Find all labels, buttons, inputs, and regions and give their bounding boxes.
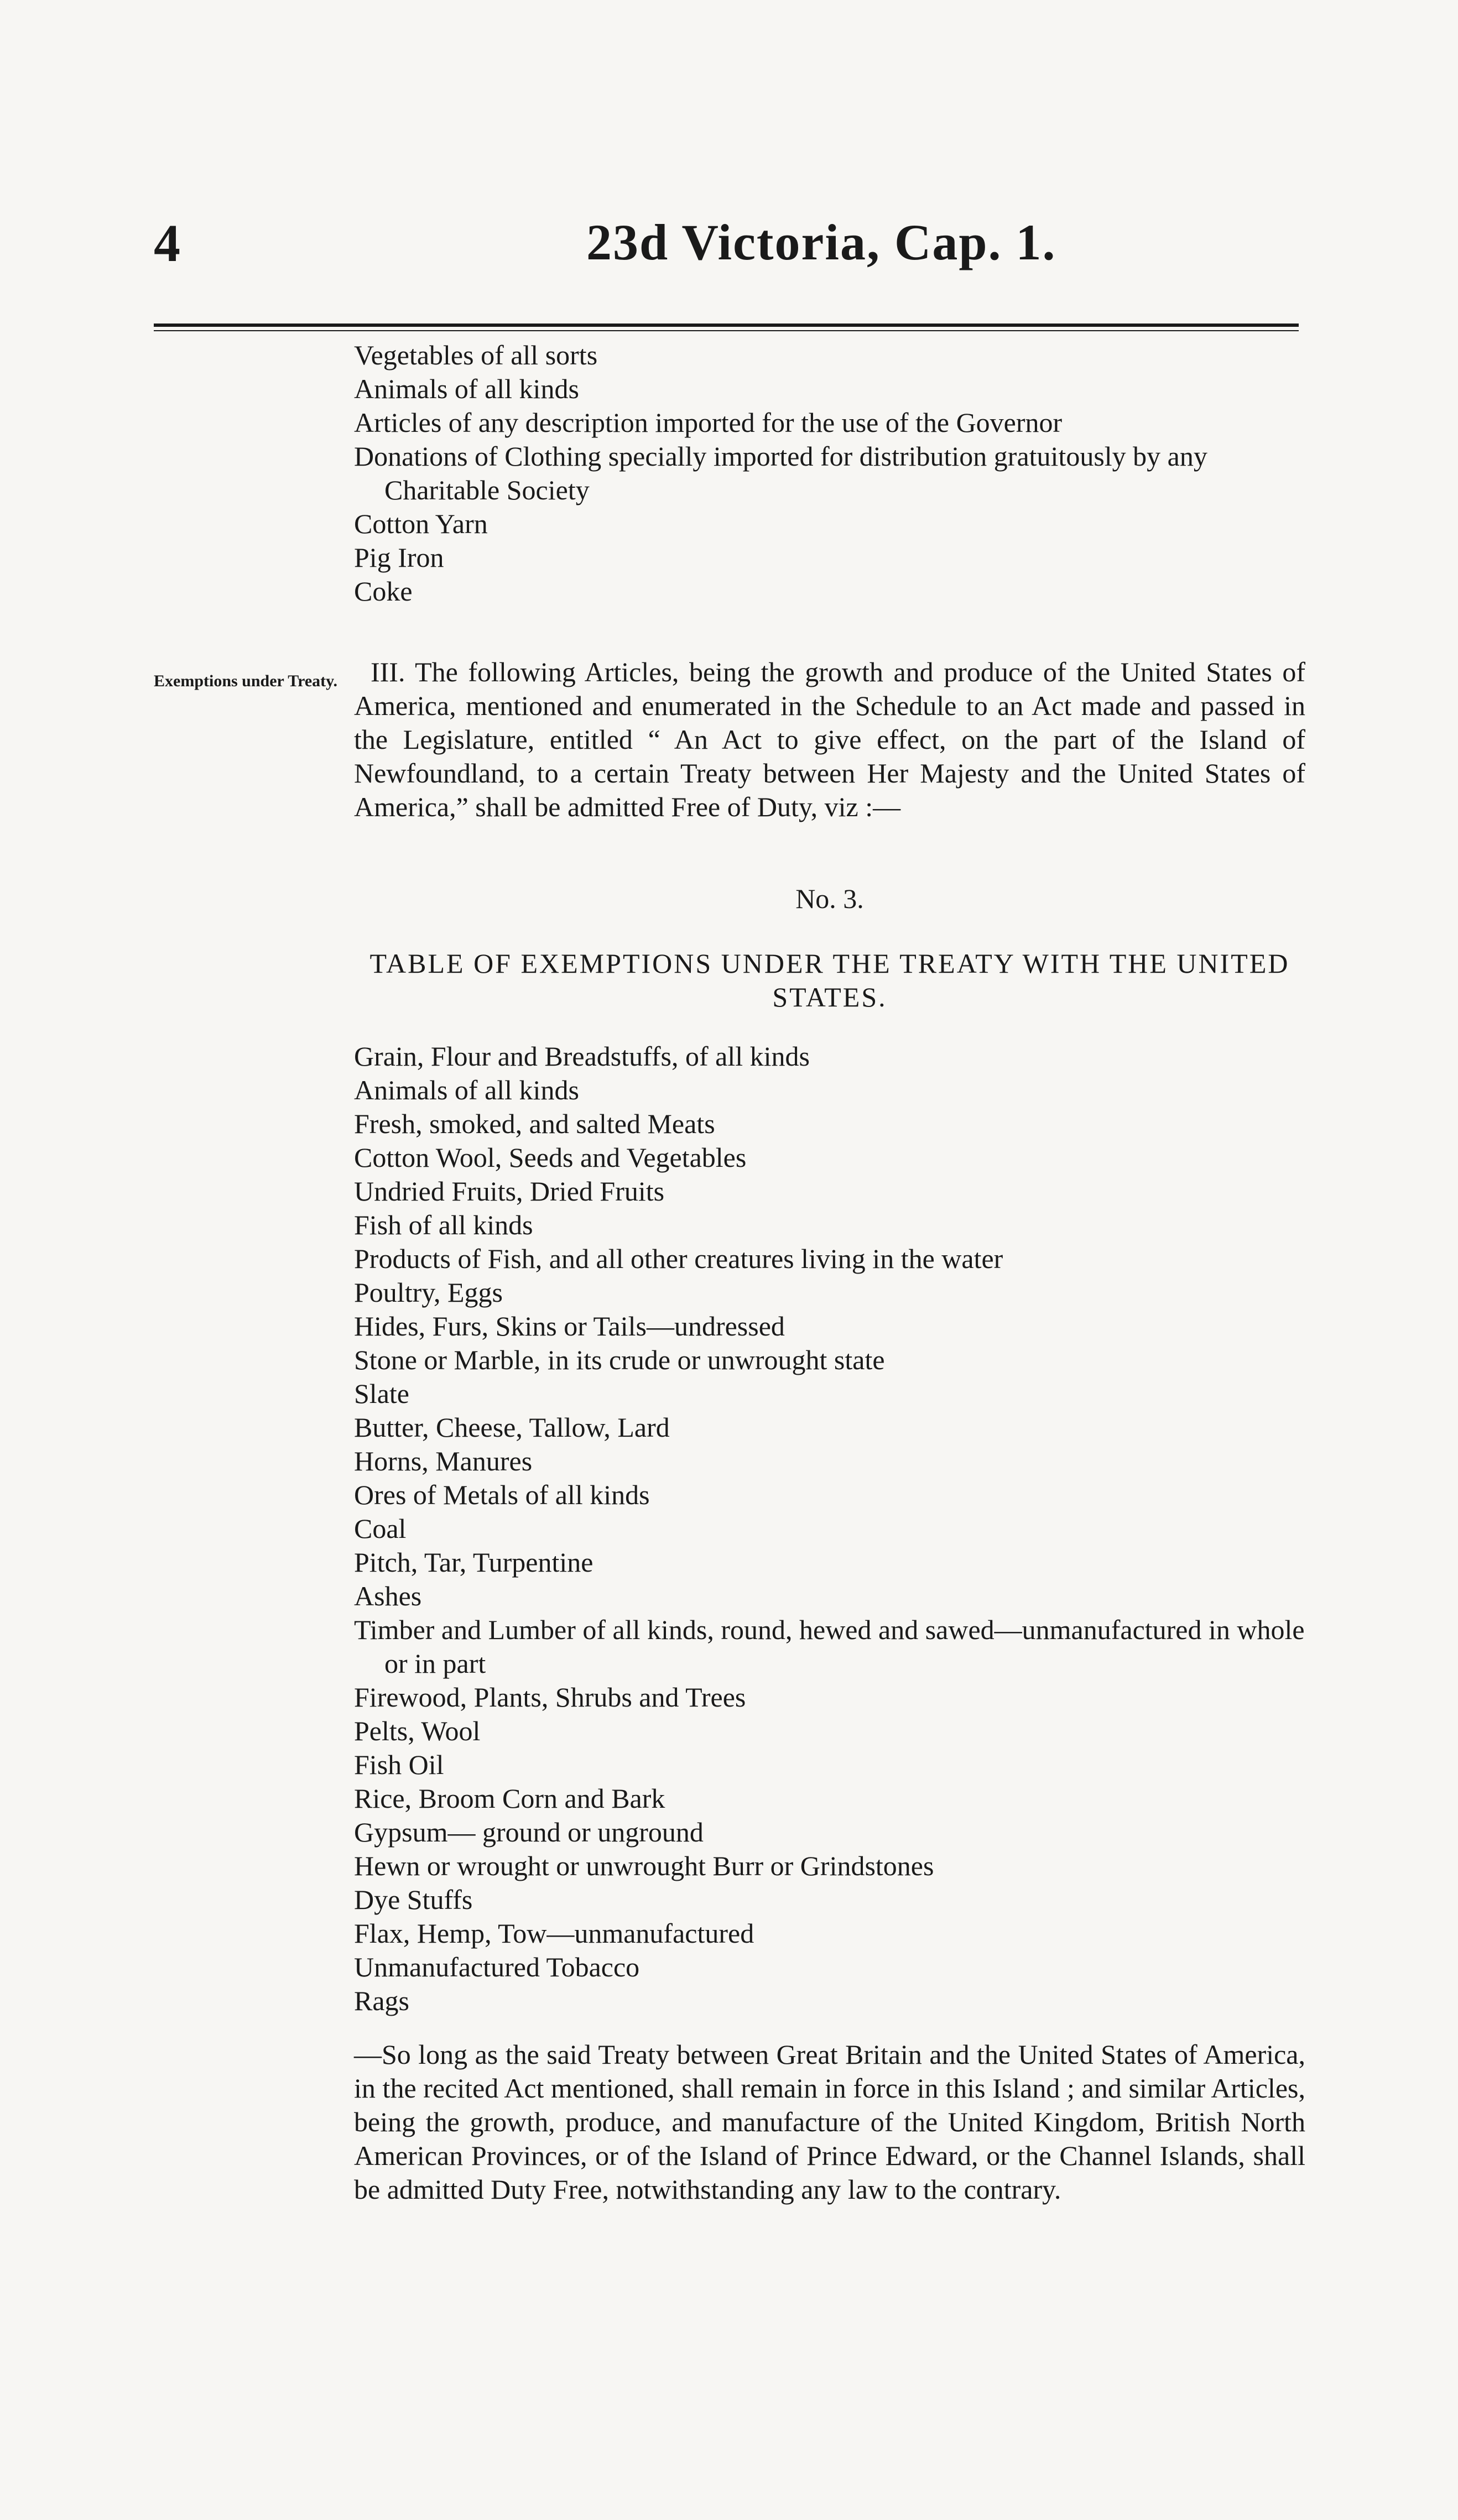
list-item: Fresh, smoked, and salted Meats xyxy=(354,1108,715,1139)
list-item: Donations of Clothing specially imported for distribution gratuitously by any Charitable Society xyxy=(354,441,1207,505)
proviso-paragraph: —So long as the said Treaty between Great Britain and the United States of America, in the recited Act mentioned, shall remain in force in this Island ; and similar Articles, being the growth, produce, and manufacture of the United Kingdom, British North American Provinces, or of the Island of Prince Edward, or the Channel Islands, shall be admitted Duty Free, notwithstanding any law to the contrary. xyxy=(354,2039,1305,2205)
margin-note: Exemptions under Treaty. xyxy=(154,672,337,690)
list-item: Pelts, Wool xyxy=(354,1715,481,1746)
list-item: Animals of all kinds xyxy=(354,1074,579,1105)
list-item: Rags xyxy=(354,1985,409,2016)
list-item: Cotton Wool, Seeds and Vegetables xyxy=(354,1142,747,1173)
exemptions-table-list xyxy=(354,1040,1305,2018)
list-item: Cotton Yarn xyxy=(354,508,488,539)
section-three xyxy=(354,655,1305,824)
list-item: Stone or Marble, in its crude or unwrought state xyxy=(354,1344,885,1375)
list-item: Coke xyxy=(354,576,413,607)
list-item: Dye Stuffs xyxy=(354,1884,473,1915)
list-item: Horns, Manures xyxy=(354,1446,533,1476)
list-item: Fish Oil xyxy=(354,1749,444,1780)
exempt-list-top xyxy=(354,338,1305,608)
list-item: Poultry, Eggs xyxy=(354,1277,503,1308)
list-item: Hewn or wrought or unwrought Burr or Grindstones xyxy=(354,1850,934,1881)
list-item: Pig Iron xyxy=(354,542,444,573)
list-item: Hides, Furs, Skins or Tails—undressed xyxy=(354,1311,785,1342)
list-item: Flax, Hemp, Tow—unmanufactured xyxy=(354,1918,754,1949)
list-item: Rice, Broom Corn and Bark xyxy=(354,1783,665,1814)
list-item: Pitch, Tar, Turpentine xyxy=(354,1547,593,1578)
list-item: Ashes xyxy=(354,1580,422,1611)
list-item: Products of Fish, and all other creatures living in the water xyxy=(354,1243,1003,1274)
table-number: No. 3. xyxy=(795,883,864,914)
table-title: TABLE OF EXEMPTIONS UNDER THE TREATY WITH THE UNITED STATES. xyxy=(369,948,1290,1013)
list-item: Articles of any description imported for the use of the Governor xyxy=(354,407,1063,438)
list-item: Timber and Lumber of all kinds, round, hewed and sawed—unmanufactured in whole or in part xyxy=(354,1614,1305,1679)
list-item: Fish of all kinds xyxy=(354,1209,533,1240)
list-item: Slate xyxy=(354,1378,409,1409)
list-item: Unmanufactured Tobacco xyxy=(354,1952,640,1982)
list-item: Firewood, Plants, Shrubs and Trees xyxy=(354,1682,746,1713)
list-item: Grain, Flour and Breadstuffs, of all kinds xyxy=(354,1041,810,1072)
list-item: Gypsum— ground or unground xyxy=(354,1817,704,1848)
list-item: Animals of all kinds xyxy=(354,373,579,404)
list-item: Vegetables of all sorts xyxy=(354,340,598,371)
list-item: Butter, Cheese, Tallow, Lard xyxy=(354,1412,670,1443)
list-item: Ores of Metals of all kinds xyxy=(354,1479,650,1510)
list-item: Undried Fruits, Dried Fruits xyxy=(354,1176,665,1207)
running-head: 23d Victoria, Cap. 1. xyxy=(586,214,1056,270)
page-number: 4 xyxy=(154,213,180,273)
header-rule xyxy=(154,324,1299,327)
header-rule-thin xyxy=(154,330,1299,331)
section-three-text: III. The following Articles, being the growth and produce of the United States of America, mentioned and enumerated in the Schedule to an Act made and passed in the Legislature, entitled “ An Act to give effect, on the part of the Island of Newfoundland, to a certain Treaty between Her Majesty and the United States of America,” shall be admitted Free of Duty, viz :— xyxy=(354,656,1305,822)
list-item: Coal xyxy=(354,1513,407,1544)
